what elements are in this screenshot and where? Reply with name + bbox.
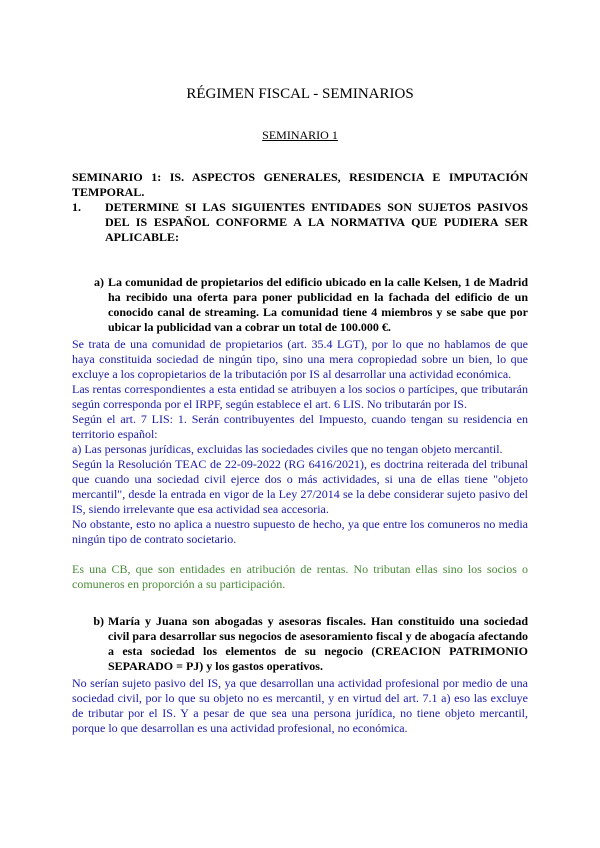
document-title: RÉGIMEN FISCAL - SEMINARIOS [186, 86, 414, 102]
item-1-text: DETERMINE SI LAS SIGUIENTES ENTIDADES SON SUJETOS PASIVOS DEL IS ESPAÑOL CONFORME A LA NORMATIVA QUE PUDIERA SER APLICABLE: [105, 200, 528, 244]
question-a-label: a) [94, 275, 104, 289]
answer-a-paragraph: Se trata de una comunidad de propietarios (art. 35.4 LGT), por lo que no hablamos de que haya constituida sociedad de ningún tipo, sino una mera copropiedad sobre un bien, lo que excluye a los copropietarios de la tributación por IS al desarrollar una actividad económica. [72, 337, 528, 381]
question-a [72, 275, 528, 335]
answer-a-paragraph: No obstante, esto no aplica a nuestro supuesto de hecho, ya que entre los comuneros no media ningún tipo de contrato societario. [72, 517, 528, 546]
question-b-label: b) [93, 614, 104, 628]
answer-a [72, 337, 528, 547]
item-1-number: 1. [72, 200, 81, 214]
answer-a-paragraph: Las rentas correspondientes a esta entidad se atribuyen a los socios o partícipes, que tributarán según corresponda por el IRPF, según establece el art. 6 LIS. No tributarán por IS. [72, 382, 528, 411]
answer-b-paragraph: No serían sujeto pasivo del IS, ya que desarrollan una actividad profesional por medio de una sociedad civil, por lo que su objeto no es mercantil, y en virtud del art. 7.1 a) eso las excluye de tributar por el IS. Y a pesar de que sea una persona jurídica, no tiene objeto mercantil, porque lo que desarrollan es una actividad profesional, no económica. [72, 676, 528, 735]
answer-a-paragraph: Según el art. 7 LIS: 1. Serán contribuyentes del Impuesto, cuando tengan su residencia en territorio español: [72, 412, 528, 441]
spacer [72, 592, 528, 614]
note-a: Es una CB, que son entidades en atribución de rentas. No tributan ellas sino los socios o comuneros en proporción a su participación. [72, 562, 528, 591]
answer-b [72, 676, 528, 736]
item-1 [72, 200, 528, 245]
seminar-subtitle: SEMINARIO 1 [262, 128, 338, 142]
question-b-text: María y Juana son abogadas y asesoras fiscales. Han constituido una sociedad civil para desarrollar sus negocios de asesoramiento fiscal y de abogacía afectando a esta sociedad los elementos de su negocio (CREACION PATRIMONIO SEPARADO = PJ) y los gastos operativos. [108, 614, 528, 673]
answer-a-paragraph: Según la Resolución TEAC de 22-09-2022 (RG 6416/2021), es doctrina reiterada del tribunal que cuando una sociedad civil ejerce dos o más actividades, si una de ellas tiene "objeto mercantil", desde la entrada en vigor de la Ley 27/2014 se la debe considerar sujeto pasivo del IS, siendo irrelevante que esa actividad sea accesoria. [72, 457, 528, 516]
spacer [72, 547, 528, 562]
answer-a-paragraph: a) Las personas jurídicas, excluidas las sociedades civiles que no tengan objeto mercantil. [72, 442, 503, 456]
seminar-heading: SEMINARIO 1: IS. ASPECTOS GENERALES, RESIDENCIA E IMPUTACIÓN TEMPORAL. [72, 170, 528, 199]
question-b [72, 614, 528, 674]
question-a-text: La comunidad de propietarios del edificio ubicado en la calle Kelsen, 1 de Madrid ha recibido una oferta para poner publicidad en la fachada del edificio de un conocido canal de streaming. La comunidad tiene 4 miembros y se sabe que por ubicar la publicidad van a cobrar un total de 100.000 €. [108, 275, 528, 334]
